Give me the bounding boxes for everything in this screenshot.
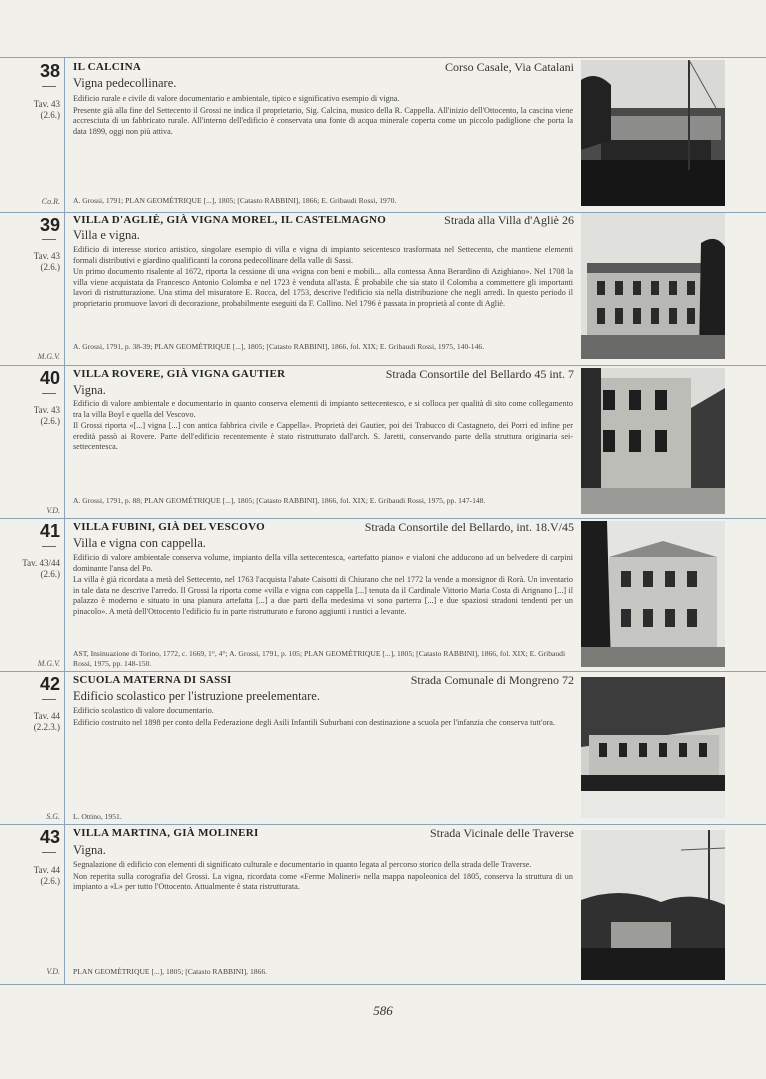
entry-subtitle: Villa e vigna con cappella. xyxy=(73,536,206,550)
entry-address: Strada Consortile del Bellardo, int. 18.V/45 xyxy=(364,520,574,534)
number-rule xyxy=(42,393,56,394)
description-paragraph: Edificio di valore ambientale conserva volume, impianto della villa settecentesca, «artefatto piano» e vialoni che adducono ad un belvedere di carpini dominante l'ansa del Po. xyxy=(73,553,573,573)
entry-description xyxy=(73,399,573,454)
description-paragraph: Edificio di valore ambientale e documentario in quanto conserva elementi di impianto settecentesco, e si colloca per qualità di sito come collegamento tra la villa Boyl e quella del Vescovo. xyxy=(73,399,573,419)
entry-title: VILLA FUBINI, GIÀ DEL VESCOVO xyxy=(73,521,265,533)
section-code: (2.2.3.) xyxy=(33,722,60,732)
entry-description xyxy=(73,860,573,894)
section-code: (2.6.) xyxy=(40,876,60,886)
description-paragraph: Un primo documento risalente al 1672, riporta la cessione di una «vigna con beni e mobili... alla contessa Anna Berardino di Azighiano». Nel 1708 la villa viene acquistata da Francesco Antonio Colomba e nel 1723 è venduta all'asta. È probabile che sia stato il Colomba a commettere gli importanti lavori di ristrutturazione. Una stima del misuratore E. Rocca, del 1753, descrive l'edificio sia nella distribuzione che negli arredi. In questo periodo il proprietario promuove lavori di decorazione, probabilmente eseguiti da F. Collino. Nel 1796 è passata in proprietà al conte di Agliè. xyxy=(73,267,573,308)
entry-subtitle: Villa e vigna. xyxy=(73,228,140,242)
entry-photo xyxy=(581,521,725,667)
section-code: (2.6.) xyxy=(40,110,60,120)
entry-address: Strada Vicinale delle Traverse xyxy=(429,826,574,840)
entry-description xyxy=(73,706,573,729)
entry-address: Strada Consortile del Bellardo 45 int. 7 xyxy=(385,367,574,381)
entry-references: A. Grossi, 1791; PLAN GEOMÉTRIQUE [...], 1805; [Catasto RABBINI], 1866; E. Gribaudi Rossi, 1970. xyxy=(73,196,397,205)
entry-title: VILLA ROVERE, GIÀ VIGNA GAUTIER xyxy=(73,368,286,380)
column-divider xyxy=(64,57,65,985)
page-number: 586 xyxy=(373,1003,393,1018)
entry-number: 43 xyxy=(39,827,60,847)
author-initials: S.G. xyxy=(46,812,60,821)
description-paragraph: Segnalazione di edificio con elementi di significato culturale e documentario in quanto legata al percorso storico della strada delle Traverse. xyxy=(73,860,532,869)
entry-references: A. Grossi, 1791, p. 88; PLAN GEOMÉTRIQUE [...], 1805; [Catasto RABBINI], 1866, fol. XIX; E. Gribaudi Rossi, 1975, pp. 147-148. xyxy=(73,496,486,505)
description-paragraph: Edificio rurale e civile di valore documentario e ambientale, tipico e significativo esempio di vigna. xyxy=(73,94,400,103)
entry-references: A. Grossi, 1791, p. 38-39; PLAN GEOMÉTRIQUE [...], 1805; [Catasto RABBINI], 1866, fol. XIX; E. Gribaudi Rossi, 1975, 140-146. xyxy=(73,342,485,351)
separator xyxy=(0,57,766,58)
description-paragraph: Non reperita sulla corografia del Grossi. La vigna, ricordata come «Ferme Molineri» nella mappa napoleonica del 1805, conserva la struttura di un impianto a «L» per tutto l'Ottocento. Attualmente è stata ristrutturata. xyxy=(73,871,573,892)
tav-reference: Tav. 43/44 xyxy=(22,558,60,568)
entry-address: Corso Casale, Via Catalani xyxy=(444,60,574,74)
entry-references: L. Ottino, 1951. xyxy=(73,812,122,821)
entry-title: IL CALCINA xyxy=(73,61,142,73)
author-initials: M.G.V. xyxy=(37,352,60,361)
entry-photo xyxy=(581,830,725,980)
entry-photo xyxy=(581,213,725,359)
description-paragraph: Edificio di interesse storico artistico, singolare esempio di villa e vigna di impianto seicentesco trasformata nel Settecento, che mantiene elementi formali distributivi e giardino qualificanti la corona pedecollinare della valle di Sassi. xyxy=(73,245,573,265)
entry-number: 39 xyxy=(39,215,60,235)
tav-reference: Tav. 44 xyxy=(33,711,60,721)
entry-references: PLAN GEOMÉTRIQUE [...], 1805; [Catasto RABBINI], 1866. xyxy=(73,967,268,976)
number-rule xyxy=(42,86,56,87)
entry-subtitle: Vigna pedecollinare. xyxy=(73,76,177,90)
entry-subtitle: Edificio scolastico per l'istruzione preelementare. xyxy=(73,689,320,703)
description-paragraph: Il Grossi riporta «[...] vigna [...] con antica fabbrica civile e Cappella». Proprietà dei Gautier, poi dei Trabucco di Castagneto, dei Porri ed infine per eredità passò ai Rovere. Parte dell'edificio recentemente è stato ristrutturato dall'arch. S. Jaretti, conservando parte della struttura originaria sei-settecentesca. xyxy=(73,421,573,452)
number-rule xyxy=(42,699,56,700)
separator xyxy=(0,824,766,825)
number-rule xyxy=(42,546,56,547)
entry-subtitle: Vigna. xyxy=(73,843,106,857)
entry-description xyxy=(73,94,573,138)
author-initials: Co.R. xyxy=(41,197,60,206)
entry-address: Strada alla Villa d'Agliè 26 xyxy=(444,213,574,227)
description-paragraph: Presente già alla fine del Settecento il Grossi ne indica il proprietario, Sig. Calcina, musico della R. Cappella. All'inizio dell'Ottocento, la cascina viene accresciuta di un fabbricato rurale. All'interno dell'edificio è conservata una fonte di acqua minerale coperta come un piccolo padiglione che porta la data 1899, oggi non più attiva. xyxy=(73,105,573,136)
author-initials: M.G.V. xyxy=(37,659,60,668)
author-initials: V.D. xyxy=(46,506,60,515)
tav-reference: Tav. 43 xyxy=(33,405,60,415)
author-initials: V.D. xyxy=(46,967,60,976)
separator xyxy=(0,365,766,366)
tav-reference: Tav. 44 xyxy=(33,865,60,875)
entry-title: VILLA D'AGLIÈ, GIÀ VIGNA MOREL, IL CASTELMAGNO xyxy=(73,214,387,226)
number-rule xyxy=(42,239,56,240)
entry-photo xyxy=(581,368,725,514)
entry-description xyxy=(73,553,573,619)
entry-title: SCUOLA MATERNA DI SASSI xyxy=(73,674,232,686)
section-code: (2.6.) xyxy=(40,262,60,272)
entry-number: 38 xyxy=(39,61,60,81)
entry-photo xyxy=(581,60,725,206)
tav-reference: Tav. 43 xyxy=(33,251,60,261)
description-paragraph: Edificio costruito nel 1898 per conto della Federazione degli Asili Infantili Suburbani con destinazione a scuola per l'infanzia che conserva tutt'ora. xyxy=(73,717,555,727)
description-paragraph: La villa è già ricordata a metà del Settecento, nel 1763 l'acquista l'abate Caisotti di Chiurano che nel 1772 la vende a monsignor di Rorà. Un inventario in tale data ne descrive l'arredo. Il Grossi la riporta come «villa e vigna con cappella [...] tenuta da il Cardinale Vittorio Maria Costa di Arignano [...] il palazzo è moderno e situato in una pianura artefatta [...] a due parti della medesima vi sono parterra [...] e due spaziosi stradoni tendenti per un pinacolo». A metà dell'Ottocento l'edificio fu in parte ristrutturato e furono aggiunti i rustici a levante. xyxy=(73,575,573,616)
entry-address: Strada Comunale di Mongreno 72 xyxy=(410,673,574,687)
tav-reference: Tav. 43 xyxy=(33,99,60,109)
description-paragraph: Edificio scolastico di valore documentario. xyxy=(73,706,214,715)
entry-number: 42 xyxy=(39,674,60,694)
separator xyxy=(0,984,766,985)
entry-subtitle: Vigna. xyxy=(73,383,106,397)
section-code: (2.6.) xyxy=(40,569,60,579)
entry-description xyxy=(73,245,573,311)
entry-number: 40 xyxy=(39,368,60,388)
separator xyxy=(0,671,766,672)
entry-photo xyxy=(581,677,725,818)
separator xyxy=(0,518,766,519)
section-code: (2.6.) xyxy=(40,416,60,426)
number-rule xyxy=(42,852,56,853)
entry-references: AST, Insinuazione di Torino, 1772, c. 1669, 1°, 4°; A. Grossi, 1791, p. 105; PLAN GEOMÉTRIQUE [...], 1805; [Catasto RABBINI], 1866, fol. XIX; E. Gribaudi Rossi, 1975, pp. 148-150. xyxy=(73,649,566,668)
entry-number: 41 xyxy=(39,521,60,541)
entry-title: VILLA MARTINA, GIÀ MOLINERI xyxy=(73,827,259,839)
